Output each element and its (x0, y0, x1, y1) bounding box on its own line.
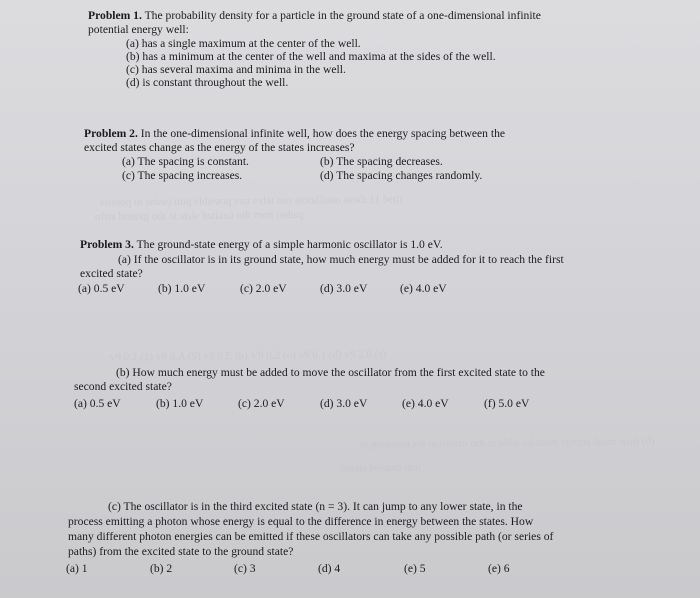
problem-3b-option-d: (d) 3.0 eV (320, 397, 368, 410)
problem-1-text-line-1: The probability density for a particle in the ground state of a one-dimensional infinite (144, 9, 541, 22)
problem-2-text-line-1: In the one-dimensional infinite well, how does the energy spacing between the (140, 127, 506, 140)
problem-3b-option-b: (b) 1.0 eV (156, 397, 204, 410)
problem-3a-option-e: (e) 4.0 eV (400, 282, 447, 295)
bleed-through-text: ssissoq to seine) miq eldieaoq yna exlat nso srotsllioao oesdt 11 betti (99, 193, 403, 209)
problem-1-option-a: (a) has a single maximum at the center of the well. (126, 37, 361, 50)
problem-2-text-line-2: excited states change as the energy of the states increases? (84, 141, 355, 154)
problem-2-option-d: (d) The spacing changes randomly. (320, 169, 483, 182)
problem-3c-option-a: (a) 1 (66, 562, 88, 575)
problem-3c-text-line-1: (c) The oscillator is in the third excited state (n = 3). It can jump to any lower state, in the (108, 500, 523, 513)
problem-3c-option-e: (e) 5 (404, 562, 426, 575)
problem-3b-text-line-2: second excited state? (74, 380, 172, 393)
problem-3a-option-d: (d) 3.0 eV (320, 282, 368, 295)
problem-1-text-line-2: potential energy well: (88, 23, 189, 36)
problem-3c-text-line-4: paths) from the excited state to the ground state? (68, 545, 294, 558)
problem-3a-option-c: (c) 2.0 eV (240, 282, 287, 295)
bleed-through-text: v9 0.2 (1) v9 0.A (9) v9 0.E (b) V9 0.2 (o) v9 0.1 (d) v9 2.0 (s) (109, 348, 387, 364)
problem-3-question-line-1 (80, 239, 443, 252)
problem-2-option-b: (b) The spacing decreases. (320, 155, 443, 168)
problem-3a-text-line-2: excited state? (80, 267, 143, 280)
problem-3-text-line-1: The ground-state energy of a simple harmonic oscillator is 1.0 eV. (136, 238, 443, 251)
problem-3a-option-b: (b) 1.0 eV (158, 282, 206, 295)
problem-3b-option-e: (e) 4.0 eV (402, 397, 449, 410)
problem-2-option-a: (a) The spacing is constant. (122, 155, 249, 168)
problem-1-label: Problem 1. (88, 9, 142, 22)
problem-2-label: Problem 2. (84, 127, 138, 140)
problem-3c-text-line-2: process emitting a photon whose energy is equal to the difference in energy between the states. How (68, 515, 534, 528)
problem-3c-option-f: (e) 6 (488, 562, 510, 575)
problem-3b-option-a: (a) 0.5 eV (74, 397, 121, 410)
problem-3c-option-b: (b) 2 (150, 562, 173, 575)
problem-3b-option-c: (c) 2.0 eV (238, 397, 285, 410)
problem-1-option-b: (b) has a minimum at the center of the well and maxima at the sides of the well. (126, 50, 496, 63)
problem-3b-option-f: (f) 5.0 eV (484, 397, 530, 410)
problem-3a-text-line-1: (a) If the oscillator is in its ground state, how much energy must be added for it to reach the first (118, 253, 564, 266)
bleed-through-text: Sotste bstiaxo tatit (339, 461, 422, 475)
problem-3c-option-d: (d) 4 (318, 562, 341, 575)
problem-1-option-d: (d) is constant throughout the well. (126, 76, 289, 89)
problem-3-label: Problem 3. (80, 238, 134, 251)
problem-3c-option-c: (c) 3 (234, 562, 256, 575)
problem-3c-text-line-3: many different photon energies can be emitted if these oscillators can take any possible path (or series of (68, 530, 554, 543)
bleed-through-text: ot gnidasea sol nolisiezo odt ot bbbs od tanm vgtons dosm woll (d) (359, 435, 655, 451)
problem-2-option-c: (c) The spacing increases. (122, 169, 243, 182)
problem-3b-text-line-1: (b) How much energy must be added to move the oscillator from the first excited state to the (116, 366, 545, 379)
problem-1-option-c: (c) has several maxima and minima in the well. (126, 63, 346, 76)
bleed-through-text: ofsts bnuotg odt ot stsle bstiaxo odt mott (edisq (94, 208, 304, 224)
problem-3a-option-a: (a) 0.5 eV (78, 282, 125, 295)
